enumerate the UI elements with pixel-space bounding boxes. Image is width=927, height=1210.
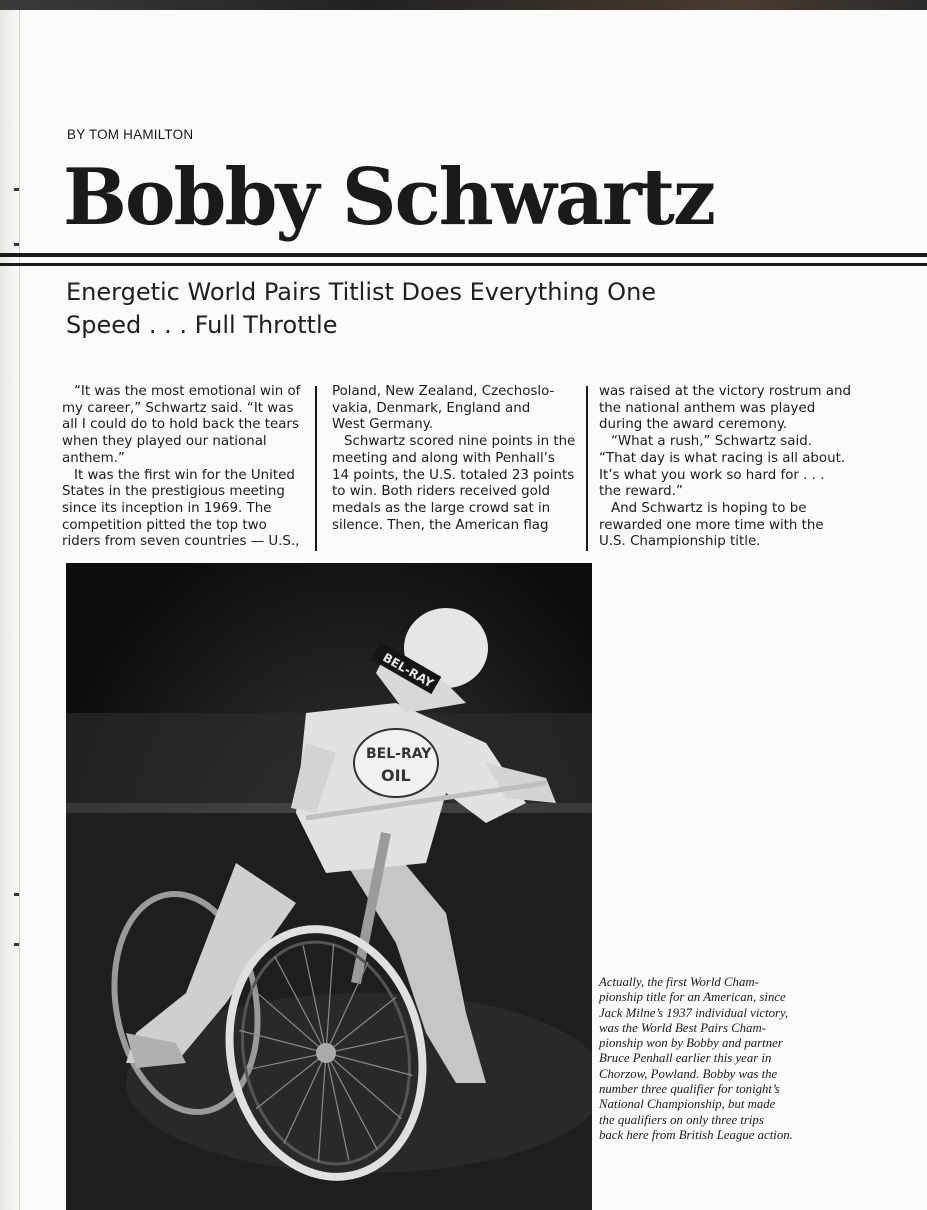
jersey-logo-line1: BEL-RAY	[366, 746, 432, 762]
rider-photo	[66, 563, 592, 1210]
subheadline-line: Energetic World Pairs Titlist Does Everything One	[66, 278, 657, 306]
page-top-edge	[0, 0, 927, 10]
caption-line: pionship won by Bobby and partner	[599, 1036, 783, 1051]
caption-line: pionship title for an American, since	[599, 990, 786, 1005]
column-line: was raised at the victory rostrum and	[599, 384, 851, 399]
column-line: my career,” Schwartz said. “It was	[62, 400, 294, 416]
subheadline	[66, 276, 726, 342]
speedway-rider-illustration	[66, 563, 592, 1210]
headline: Bobby Schwartz	[63, 152, 715, 243]
column-line: rewarded one more time with the	[599, 517, 824, 533]
binding-tick	[14, 243, 19, 246]
column-line: “It was the most emotional win of	[74, 384, 301, 399]
column-line: And Schwartz is hoping to be	[611, 500, 807, 516]
caption-line: Bruce Penhall earlier this year in	[599, 1051, 772, 1066]
caption-line: the qualifiers on only three trips	[599, 1112, 764, 1127]
jersey-logo-line2: OIL	[381, 766, 411, 785]
caption-line: back here from British League action.	[599, 1127, 793, 1142]
column-line: to win. Both riders received gold	[332, 484, 551, 500]
headline-rule-bottom	[0, 263, 927, 266]
binding-tick	[14, 943, 19, 946]
column-line: all I could do to hold back the tears	[62, 417, 299, 433]
column-line: Poland, New Zealand, Czechoslo-	[332, 384, 555, 399]
caption-line: number three qualifier for tonight’s	[599, 1082, 780, 1097]
byline: BY TOM HAMILTON	[67, 127, 194, 142]
headline-rule-top	[0, 253, 927, 257]
column-line: Schwartz scored nine points in the	[344, 434, 576, 450]
column-line: medals as the large crowd sat in	[332, 500, 551, 516]
article-column-1	[62, 384, 310, 551]
column-line: West Germany.	[332, 417, 434, 433]
column-line: “What a rush,” Schwartz said.	[611, 434, 812, 450]
caption-line: Actually, the first World Cham-	[599, 975, 759, 989]
column-line: “That day is what racing is all about.	[599, 450, 846, 466]
column-line: the reward.”	[599, 484, 683, 500]
column-line: vakia, Denmark, England and	[332, 400, 531, 416]
article-column-2	[332, 384, 582, 534]
caption-line: was the World Best Pairs Cham-	[599, 1020, 766, 1035]
column-line: competition pitted the top two	[62, 517, 267, 533]
column-divider	[586, 386, 588, 551]
column-divider	[315, 386, 317, 551]
gutter-line	[19, 10, 20, 1210]
column-line: during the award ceremony.	[599, 417, 788, 433]
article-column-3	[599, 384, 849, 551]
column-line: 14 points, the U.S. totaled 23 points	[332, 467, 575, 483]
column-line: States in the prestigious meeting	[62, 484, 285, 500]
caption-line: National Championship, but made	[599, 1097, 776, 1112]
column-line: since its inception in 1969. The	[62, 500, 272, 516]
column-line: the national anthem was played	[599, 400, 816, 416]
column-line: It was the first win for the United	[74, 467, 295, 483]
column-line: silence. Then, the American flag	[332, 517, 549, 533]
column-line: when they played our national	[62, 434, 267, 450]
subheadline-line: Speed . . . Full Throttle	[66, 311, 338, 339]
column-line: meeting and along with Penhall’s	[332, 450, 555, 466]
binding-tick	[14, 893, 19, 896]
photo-caption	[599, 975, 839, 1143]
column-line: It’s what you work so hard for . . .	[599, 467, 825, 483]
helmet-logo: BEL-RAY	[380, 650, 436, 691]
column-line: anthem.”	[62, 450, 125, 466]
caption-line: Jack Milne’s 1937 individual victory,	[599, 1005, 789, 1020]
column-line: U.S. Championship title.	[599, 534, 761, 550]
column-line: riders from seven countries — U.S.,	[62, 534, 300, 550]
caption-line: Chorzow, Powland. Bobby was the	[599, 1066, 778, 1081]
binding-tick	[14, 188, 19, 191]
